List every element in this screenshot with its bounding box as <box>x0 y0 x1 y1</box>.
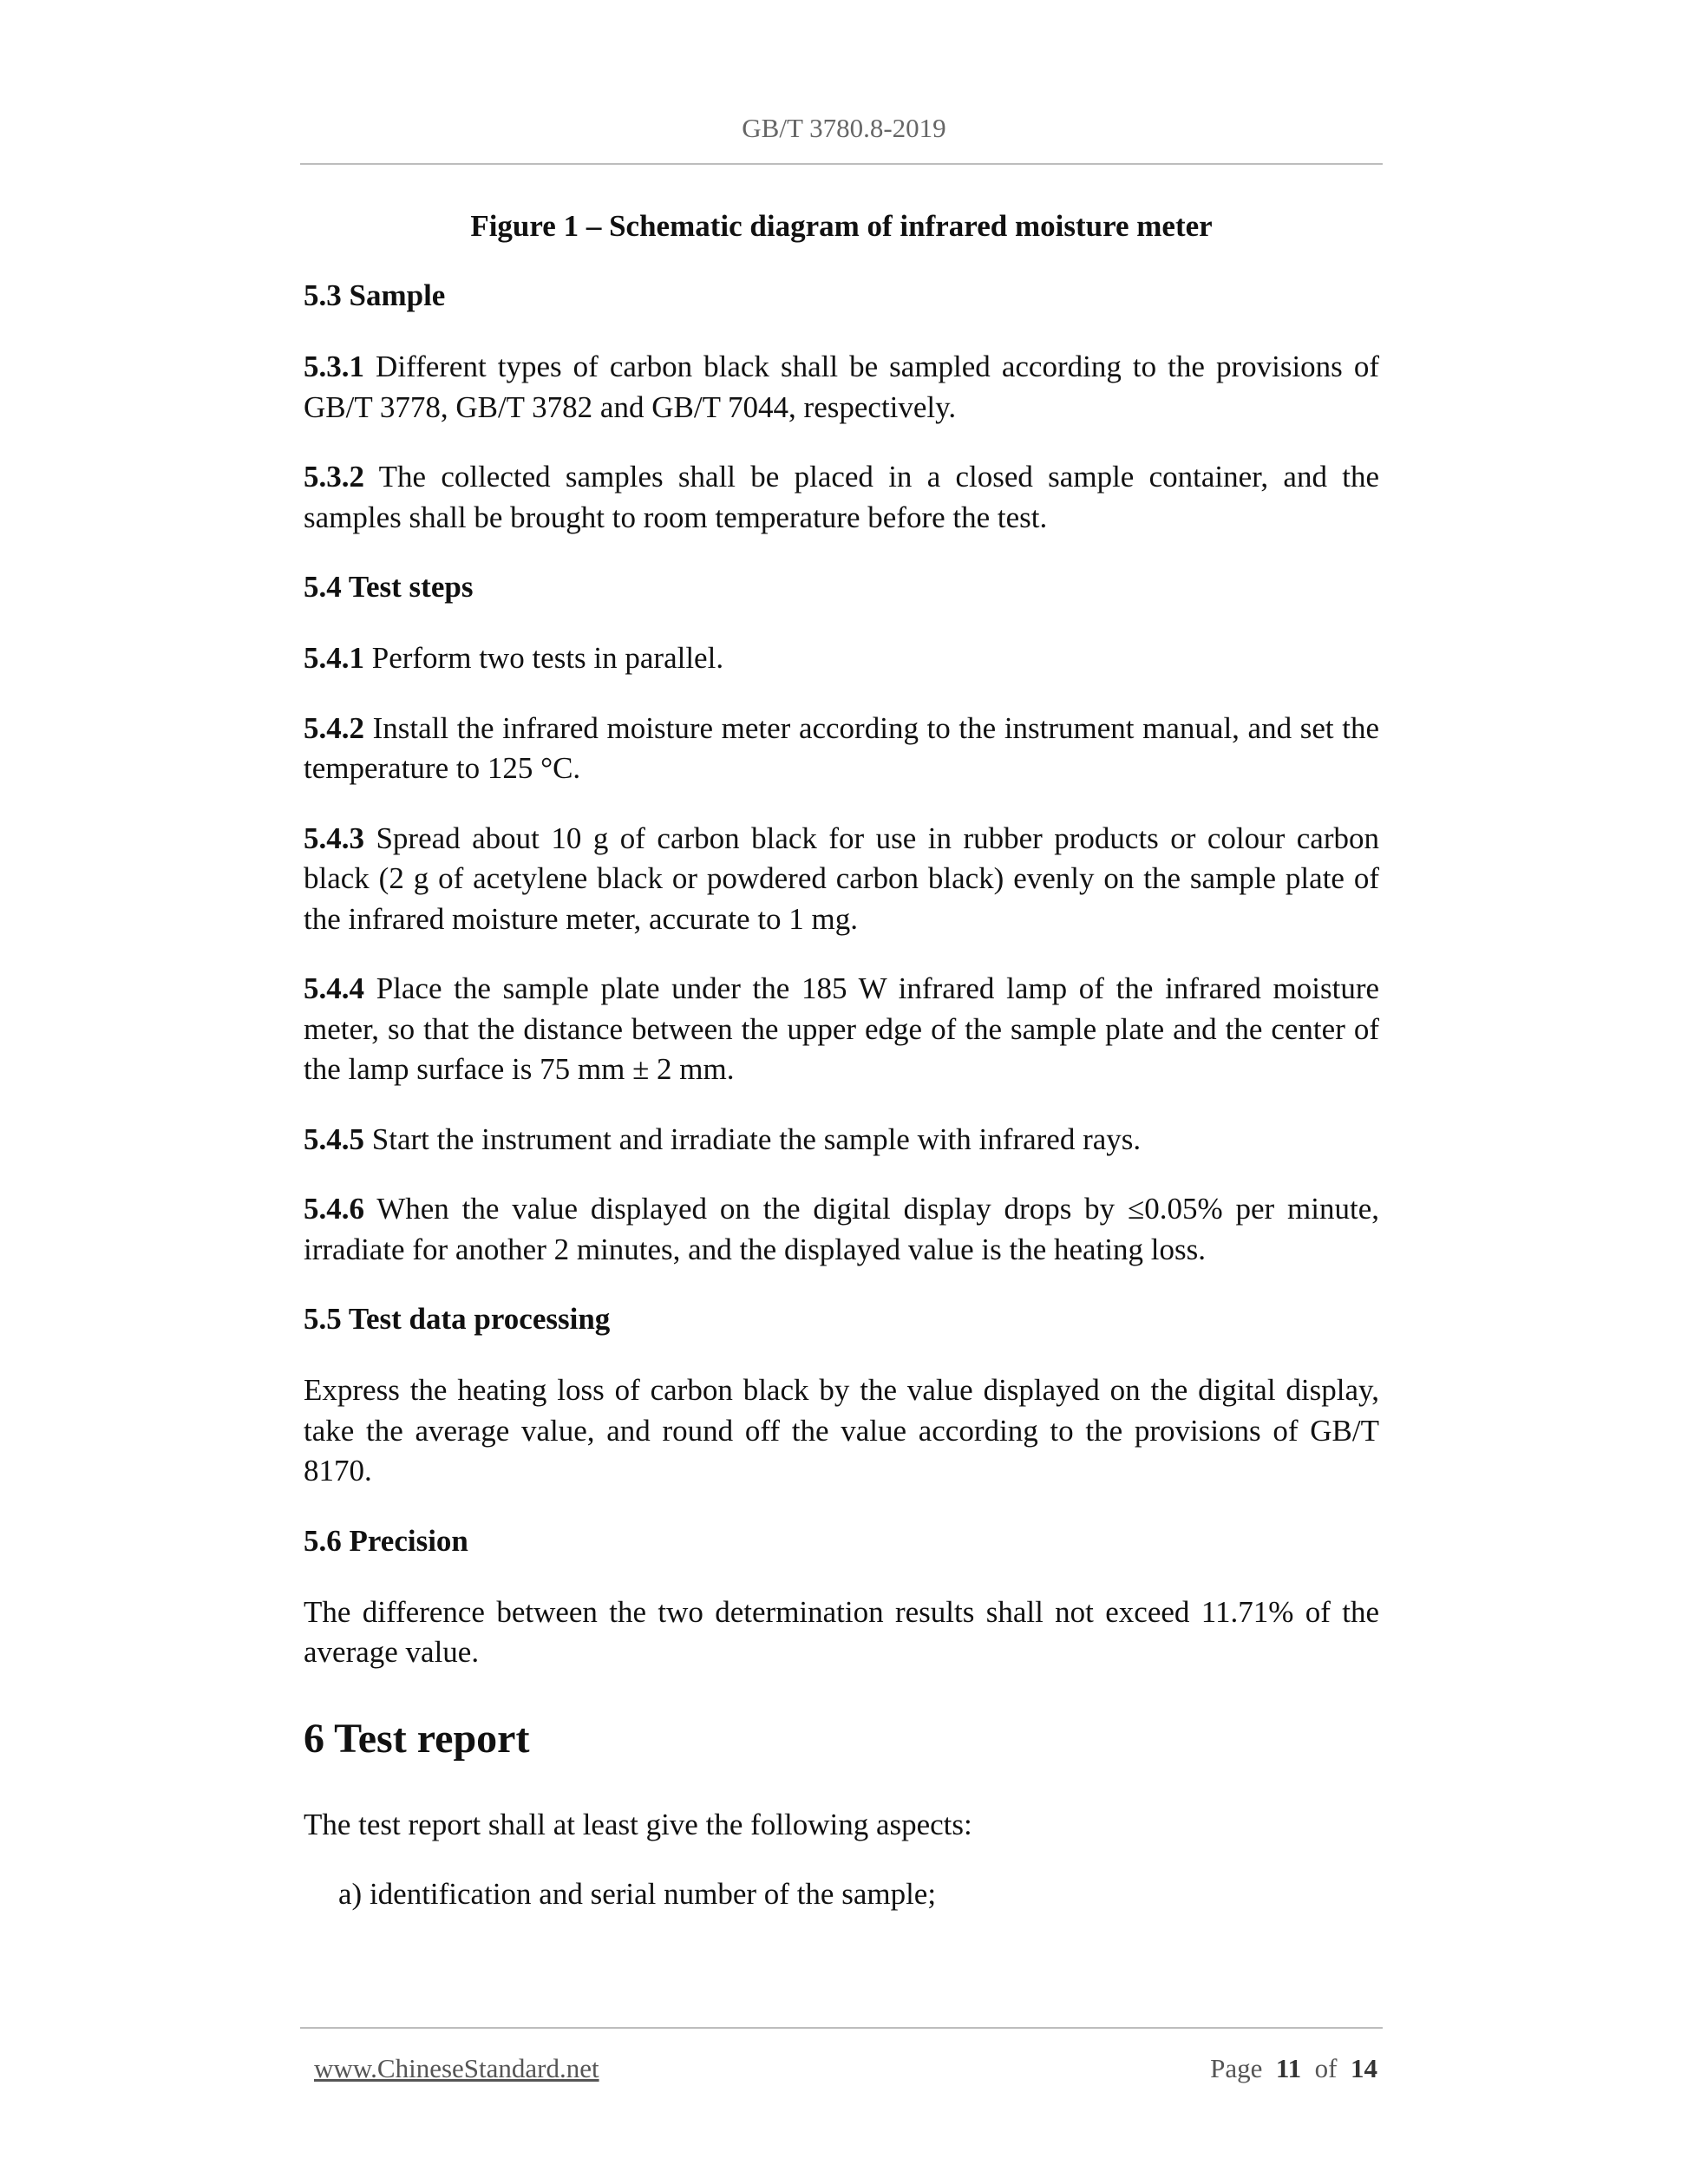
clause-number: 5.4.5 <box>304 1121 364 1156</box>
clause-number: 5.4.3 <box>304 821 364 855</box>
clause-number: 5.3.1 <box>304 350 364 383</box>
clause-5-4-6 <box>304 1189 1379 1270</box>
clause-number: 5.3.2 <box>304 460 364 494</box>
clause-text: Install the infrared moisture meter according to the instrument manual, and set the temperature to 125 °C. <box>304 710 1379 785</box>
clause-number: 5.4.2 <box>304 710 364 745</box>
clause-text: Perform two tests in parallel. <box>371 641 724 675</box>
clause-number: 5.4.4 <box>304 971 364 1005</box>
clause-text: Place the sample plate under the 185 W infrared lamp of the infrared moisture meter, so that the distance between the upper edge of the sample plate and the center of the lamp surface is 75 mm ± 2 mm. <box>304 971 1380 1086</box>
page-indicator <box>1210 2049 1377 2089</box>
clause-text: Spread about 10 g of carbon black for use in rubber products or colour carbon black (2 g of acetylene black or powdered carbon black) evenly on the sample plate of the infrared moisture meter, accurate to 1 mg. <box>304 821 1379 936</box>
clause-number: 5.4.6 <box>304 1192 364 1226</box>
total-pages-number: 14 <box>1351 2053 1377 2083</box>
clause-text: Different types of carbon black shall be sampled according to the provisions of GB/T 3778, GB/T 3782 and GB/T 7044, respectively. <box>304 350 1379 424</box>
clause-text: The collected samples shall be placed in a closed sample container, and the samples shall be brought to room temperature before the test. <box>304 460 1379 534</box>
clause-5-4-4 <box>304 969 1379 1090</box>
page-word: Page <box>1210 2053 1263 2083</box>
section-heading-5-5: 5.5 Test data processing <box>304 1302 611 1336</box>
section-heading-6: 6 Test report <box>304 1715 530 1762</box>
clause-5-3-1 <box>304 347 1379 428</box>
clause-5-3-2 <box>304 457 1379 538</box>
current-page-number: 11 <box>1275 2053 1302 2083</box>
clause-text: When the value displayed on the digital display drops by ≤0.05% per minute, irradiate for another 2 minutes, and the displayed value is the heating loss. <box>304 1192 1379 1266</box>
clause-number: 5.4.1 <box>304 641 364 675</box>
clause-text: Start the instrument and irradiate the sample with infrared rays. <box>371 1121 1142 1156</box>
figure-caption: Figure 1 – Schematic diagram of infrared moisture meter <box>470 209 1213 243</box>
section-6-intro: The test report shall at least give the following aspects: <box>304 1807 972 1841</box>
footer-divider <box>300 2027 1383 2029</box>
section-5-6-text: The difference between the two determination results shall not exceed 11.71% of the average value. <box>304 1594 1379 1669</box>
clause-5-4-5 <box>304 1120 1379 1161</box>
document-body <box>304 206 1379 1914</box>
page-footer <box>314 2049 1379 2089</box>
document-header-title: GB/T 3780.8-2019 <box>742 113 946 143</box>
section-heading-5-4: 5.4 Test steps <box>304 570 474 604</box>
section-heading-5-6: 5.6 Precision <box>304 1523 468 1558</box>
header-divider <box>300 163 1383 165</box>
of-word: of <box>1314 2053 1338 2083</box>
clause-5-4-3 <box>304 819 1379 940</box>
clause-5-4-2 <box>304 709 1379 789</box>
section-heading-5-3: 5.3 Sample <box>304 278 446 312</box>
list-item: a) identification and serial number of the sample; <box>338 1877 937 1911</box>
section-5-5-text: Express the heating loss of carbon black by the value displayed on the digital display, take the average value, and round off the value according to the provisions of GB/T 8170. <box>304 1373 1379 1488</box>
clause-5-4-1 <box>304 638 1379 679</box>
website-link[interactable]: www.ChineseStandard.net <box>314 2053 599 2083</box>
